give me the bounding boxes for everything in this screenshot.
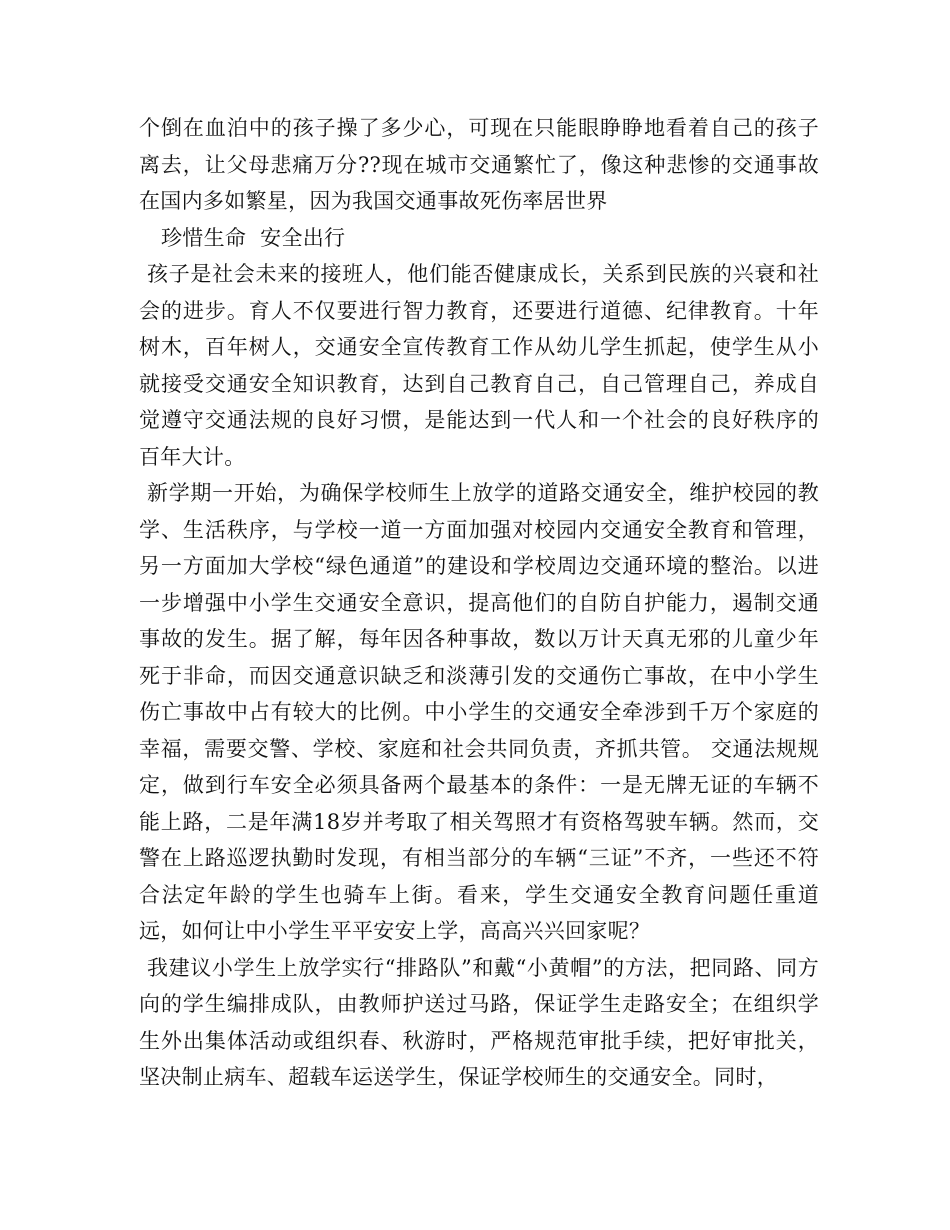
paragraph: 新学期一开始，为确保学校师生上放学的道路交通安全，维护校园的教学、生活秩序，与学校一道一方面加强对校园内交通安全教育和管理，另一方面加大学校“绿色通道”的建设和学校周边交通环境的整治。以进一步增强中小学生交通安全意识，提高他们的自防自护能力，遏制交通事故的发生。据了解，每年因各种事故，数以万计天真无邪的儿童少年死于非命，而因交通意识缺乏和淡薄引发的交通伤亡事故，在中小学生伤亡事故中占有较大的比例。中小学生的交通安全牵涉到千万个家庭的幸福，需要交警、学校、家庭和社会共同负责，齐抓共管。 交通法规规定，做到行车安全必须具备两个最基本的条件：一是无牌无证的车辆不能上路，二是年满18岁并考取了相关驾照才有资格驾驶车辆。然而，交警在上路巡逻执勤时发现，有相当部分的车辆“三证”不齐，一些还不符合法定年龄的学生也骑车上街。看来，学生交通安全教育问题任重道远，如何让中小学生平平安安上学，高高兴兴回家呢？ (139, 481, 819, 943)
section-heading: 珍惜生命 安全出行 (161, 225, 346, 250)
paragraph: 孩子是社会未来的接班人，他们能否健康成长，关系到民族的兴衰和社会的进步。育人不仅要进行智力教育，还要进行道德、纪律教育。十年树木，百年树人，交通安全宣传教育工作从幼儿学生抓起，使学生从小就接受交通安全知识教育，达到自己教育自己，自己管理自己，养成自觉遵守交通法规的良好习惯，是能达到一代人和一个社会的良好秩序的百年大计。 (139, 262, 819, 469)
paragraph: 我建议小学生上放学实行“排路队”和戴“小黄帽”的方法，把同路、同方向的学生编排成队，由教师护送过马路，保证学生走路安全；在组织学生外出集体活动或组织春、秋游时，严格规范审批手续，把好审批关，坚决制止病车、超载车运送学生，保证学校师生的交通安全。同时， (139, 955, 819, 1089)
paragraph-continuation: 个倒在血泊中的孩子操了多少心，可现在只能眼睁睁地看着自己的孩子离去，让父母悲痛万分??现在城市交通繁忙了，像这种悲惨的交通事故在国内多如繁星，因为我国交通事故死伤率居世界 (139, 116, 819, 213)
document-body (139, 110, 819, 1096)
